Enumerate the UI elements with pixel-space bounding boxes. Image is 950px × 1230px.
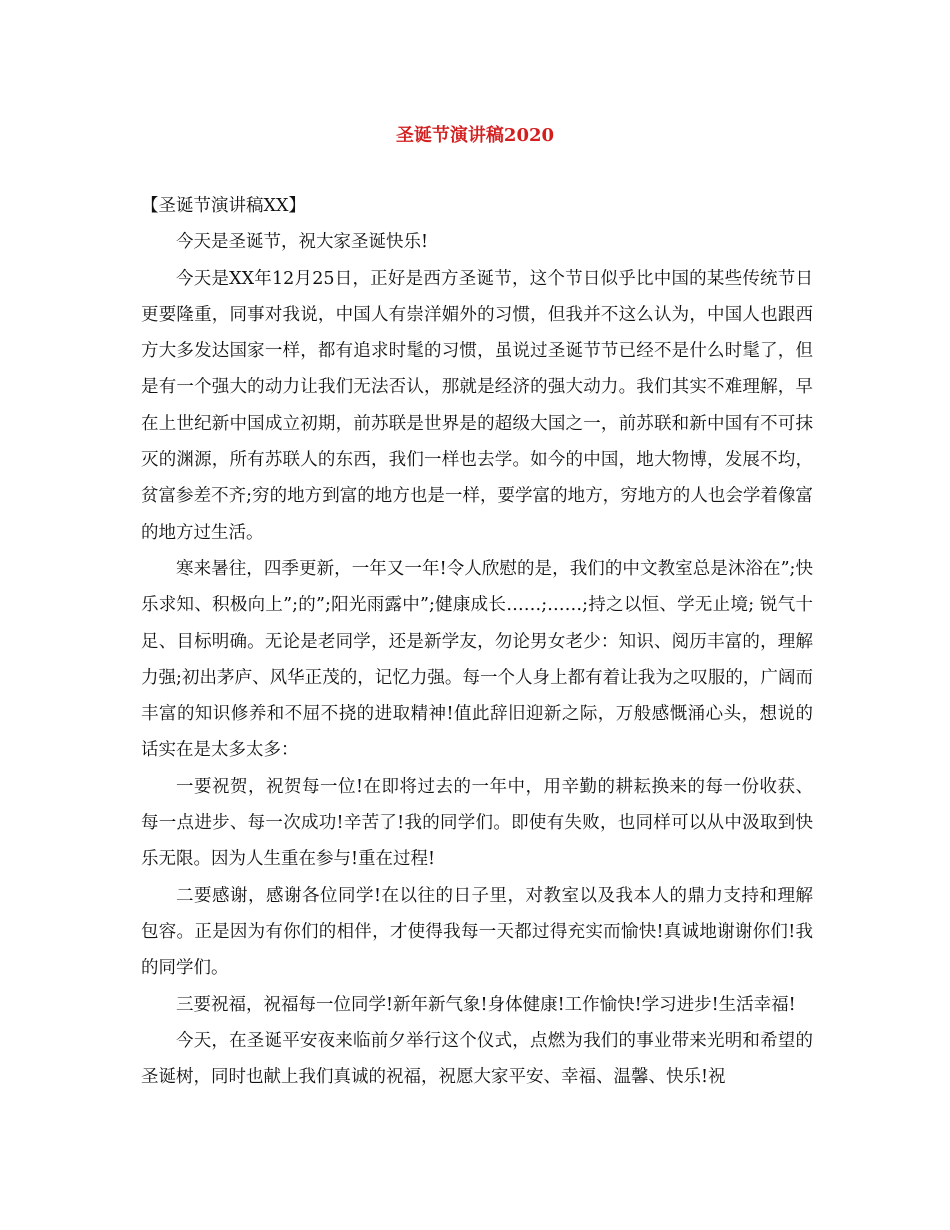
document-body (141, 188, 813, 1095)
paragraph: 二要感谢，感谢各位同学!在以往的日子里，对教室以及我本人的鼎力支持和理解包容。正是因为有你们的相伴，才使得我每一天都过得充实而愉快!真诚地谢谢你们!我的同学们。 (141, 885, 813, 979)
document-title: 圣诞节演讲稿2020 (395, 125, 555, 146)
paragraph: 今天是XX年12月25日，正好是西方圣诞节，这个节日似乎比中国的某些传统节日更要隆重，同事对我说，中国人有崇洋媚外的习惯，但我并不这么认为，中国人也跟西方大多发达国家一样，都有追求时髦的习惯，虽说过圣诞节节已经不是什么时髦了，但是有一个强大的动力让我们无法否认，那就是经济的强大动力。我们其实不难理解，早在上世纪新中国成立初期，前苏联是世界是的超级大国之一，前苏联和新中国有不可抹灭的渊源，所有苏联人的东西，我们一样也去学。如今的中国，地大物博，发展不均，贫富参差不齐;穷的地方到富的地方也是一样，要学富的地方，穷地方的人也会学着像富的地方过生活。 (141, 268, 813, 543)
paragraph: 寒来暑往，四季更新，一年又一年!令人欣慰的是，我们的中文教室总是沐浴在”;快乐求知、积极向上”;的”;阳光雨露中”;健康成长……;……;持之以恒、学无止境; 锐气十足、目标明确。无论是老同学，还是新学友，勿论男女老少：知识、阅历丰富的，理解力强;初出茅庐、风华正茂的，记忆力强。每一个人身上都有着让我为之叹服的，广阔而丰富的知识修养和不屈不挠的进取精神!值此辞旧迎新之际，万般感慨涌心头，想说的话实在是太多太多： (141, 558, 813, 761)
paragraph: 今天是圣诞节，祝大家圣诞快乐! (176, 232, 429, 253)
paragraph: 今天，在圣诞平安夜来临前夕举行这个仪式，点燃为我们的事业带来光明和希望的圣诞树，同时也献上我们真诚的祝福，祝愿大家平安、幸福、温馨、快乐!祝 (141, 1030, 813, 1088)
section-heading: 【圣诞节演讲稿XX】 (141, 196, 306, 216)
paragraph: 三要祝福，祝福每一位同学!新年新气象!身体健康!工作愉快!学习进步!生活幸福! (176, 994, 796, 1015)
paragraph: 一要祝贺，祝贺每一位!在即将过去的一年中，用辛勤的耕耘换来的每一份收获、每一点进步、每一次成功!辛苦了!我的同学们。即使有失败，也同样可以从中汲取到快乐无限。因为人生重在参与!重在过程! (141, 776, 813, 870)
